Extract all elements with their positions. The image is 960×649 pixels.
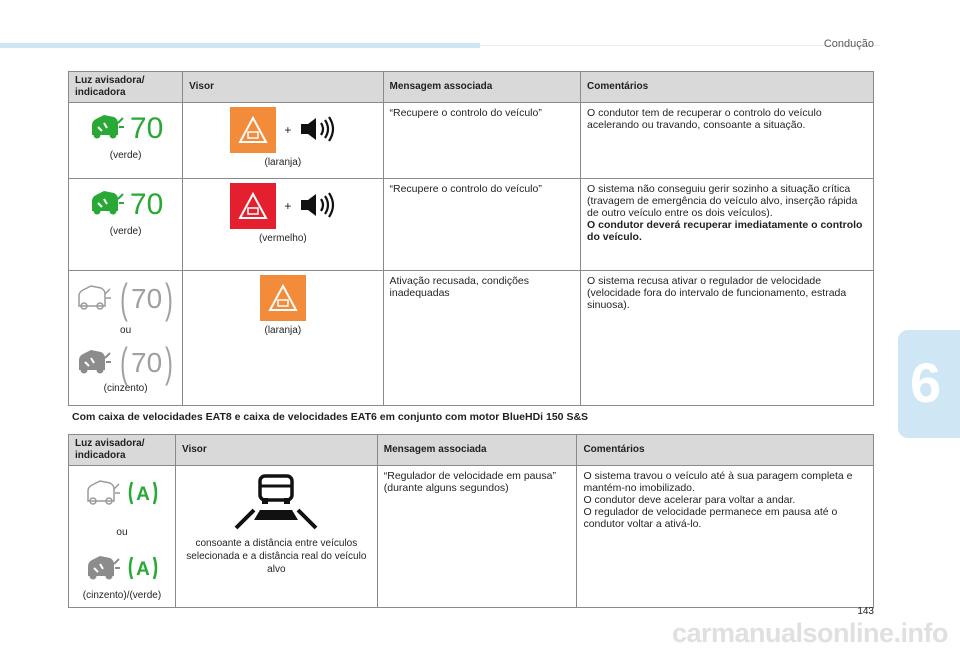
table-row — [69, 179, 874, 271]
lamp-indicator-grey — [75, 339, 176, 386]
car-speedo-outline-icon — [84, 479, 120, 510]
chapter-tab — [898, 330, 960, 438]
display-caption: (vermelho) — [258, 233, 307, 244]
comment-cell — [577, 466, 874, 608]
car-speedo-icon — [75, 348, 111, 379]
comment-line: O sistema travou o veículo até à sua paragem completa e mantém-no imobilizado. — [583, 470, 853, 494]
display-icons — [189, 275, 376, 321]
a-circle-icon — [126, 551, 160, 588]
message-cell: “Recupere o controlo do veículo” — [383, 179, 581, 271]
section-title: Condução — [823, 38, 874, 50]
comment-line: O regulador de velocidade permanece em pausa até o condutor voltar a ativá-lo. — [583, 506, 838, 530]
display-caption: (laranja) — [264, 325, 302, 336]
message-cell: Ativação recusada, condições inadequadas — [383, 271, 581, 406]
col-header-message: Mensagem associada — [377, 435, 577, 466]
car-following-icon — [226, 472, 326, 533]
speed-value: 70 — [129, 111, 164, 145]
car-speedo-icon — [84, 554, 120, 585]
comment-cell — [581, 179, 874, 271]
or-label: ou — [116, 527, 128, 538]
warning-car-icon — [230, 183, 276, 229]
indicator-table-1 — [68, 71, 874, 406]
table-row — [69, 271, 874, 406]
message-cell — [377, 466, 577, 608]
or-label: ou — [120, 325, 132, 336]
comment-text: O sistema não conseguiu gerir sozinho a situação crítica (travagem de emergência do veículo alvo, inserção rápida de outro veículo entre os dois veículos). — [587, 183, 858, 219]
message-cell: “Recupere o controlo do veículo” — [383, 103, 581, 179]
lamp-indicator — [75, 189, 176, 220]
indicator-table-2 — [68, 434, 874, 608]
col-header-display: Visor — [183, 72, 383, 103]
comment-cell: O condutor tem de recuperar o controlo do veículo acelerando ou travando, consoante a situação. — [581, 103, 874, 179]
col-header-lamp: Luz avisadora/ indicadora — [69, 435, 176, 466]
chapter-number: 6 — [910, 351, 942, 414]
speed-limit-ring: ( 70 ) — [120, 339, 174, 386]
display-icons — [189, 183, 376, 229]
header-accent-bar — [0, 43, 480, 48]
page-number: 143 — [857, 606, 874, 617]
display-caption: consoante a distância entre veículos selecionada e a distância real do veículo alvo — [186, 538, 367, 575]
lamp-indicator-outline — [75, 476, 169, 513]
watermark: carmanualsonline.info — [671, 618, 948, 648]
plus-sign: + — [284, 123, 292, 137]
display-cell — [183, 103, 383, 179]
message-line: (durante alguns segundos) — [383, 482, 509, 494]
speed-limit-ring: ( 70 ) — [120, 275, 174, 322]
message-line: “Regulador de velocidade em pausa” — [383, 470, 556, 482]
lamp-caption: (verde) — [109, 150, 142, 161]
col-header-comments: Comentários — [581, 72, 874, 103]
speed-value: 70 — [129, 187, 164, 221]
lamp-cell — [69, 466, 176, 608]
car-speedo-icon — [88, 113, 124, 144]
lamp-cell — [69, 103, 183, 179]
display-icons — [189, 107, 376, 153]
subheading: Com caixa de velocidades EAT8 e caixa de velocidades EAT6 em conjunto com motor BlueHDi 150 S&S — [72, 411, 589, 423]
car-speedo-icon — [88, 189, 124, 220]
display-cell — [175, 466, 377, 608]
comment-emphasis: O condutor deverá recuperar imediatamente o controlo do veículo. — [587, 219, 863, 243]
comment-line: O condutor deve acelerar para voltar a andar. — [583, 494, 796, 506]
col-header-lamp: Luz avisadora/ indicadora — [69, 72, 183, 103]
lamp-caption: (cinzento)/(verde) — [82, 590, 162, 601]
table-header-row — [69, 435, 874, 466]
lamp-caption: (cinzento) — [103, 383, 148, 394]
header-rule — [480, 45, 880, 46]
plus-sign: + — [284, 199, 292, 213]
speaker-icon — [299, 116, 335, 145]
speed-value: 70 — [131, 283, 163, 314]
display-cell — [183, 271, 383, 406]
table-row — [69, 466, 874, 608]
col-header-display: Visor — [175, 435, 377, 466]
lamp-indicator-grey — [75, 551, 169, 588]
table-row — [69, 103, 874, 179]
lamp-cell — [69, 179, 183, 271]
car-speedo-outline-icon — [75, 284, 111, 315]
display-cell — [183, 179, 383, 271]
lamp-indicator-outline — [75, 275, 176, 322]
lamp-cell — [69, 271, 183, 406]
speed-value: 70 — [131, 347, 163, 378]
speaker-icon — [299, 192, 335, 221]
warning-car-icon — [230, 107, 276, 153]
comment-cell: O sistema recusa ativar o regulador de velocidade (velocidade fora do intervalo de funcionamento, estrada sinuosa). — [581, 271, 874, 406]
warning-car-icon — [260, 275, 306, 321]
display-icons — [182, 472, 371, 533]
a-letter: A — [136, 559, 150, 580]
col-header-comments: Comentários — [577, 435, 874, 466]
col-header-message: Mensagem associada — [383, 72, 581, 103]
table-header-row — [69, 72, 874, 103]
display-caption: (laranja) — [264, 157, 302, 168]
a-circle-icon — [126, 476, 160, 513]
lamp-caption: (verde) — [109, 226, 142, 237]
lamp-indicator — [75, 113, 176, 144]
a-letter: A — [136, 484, 150, 505]
